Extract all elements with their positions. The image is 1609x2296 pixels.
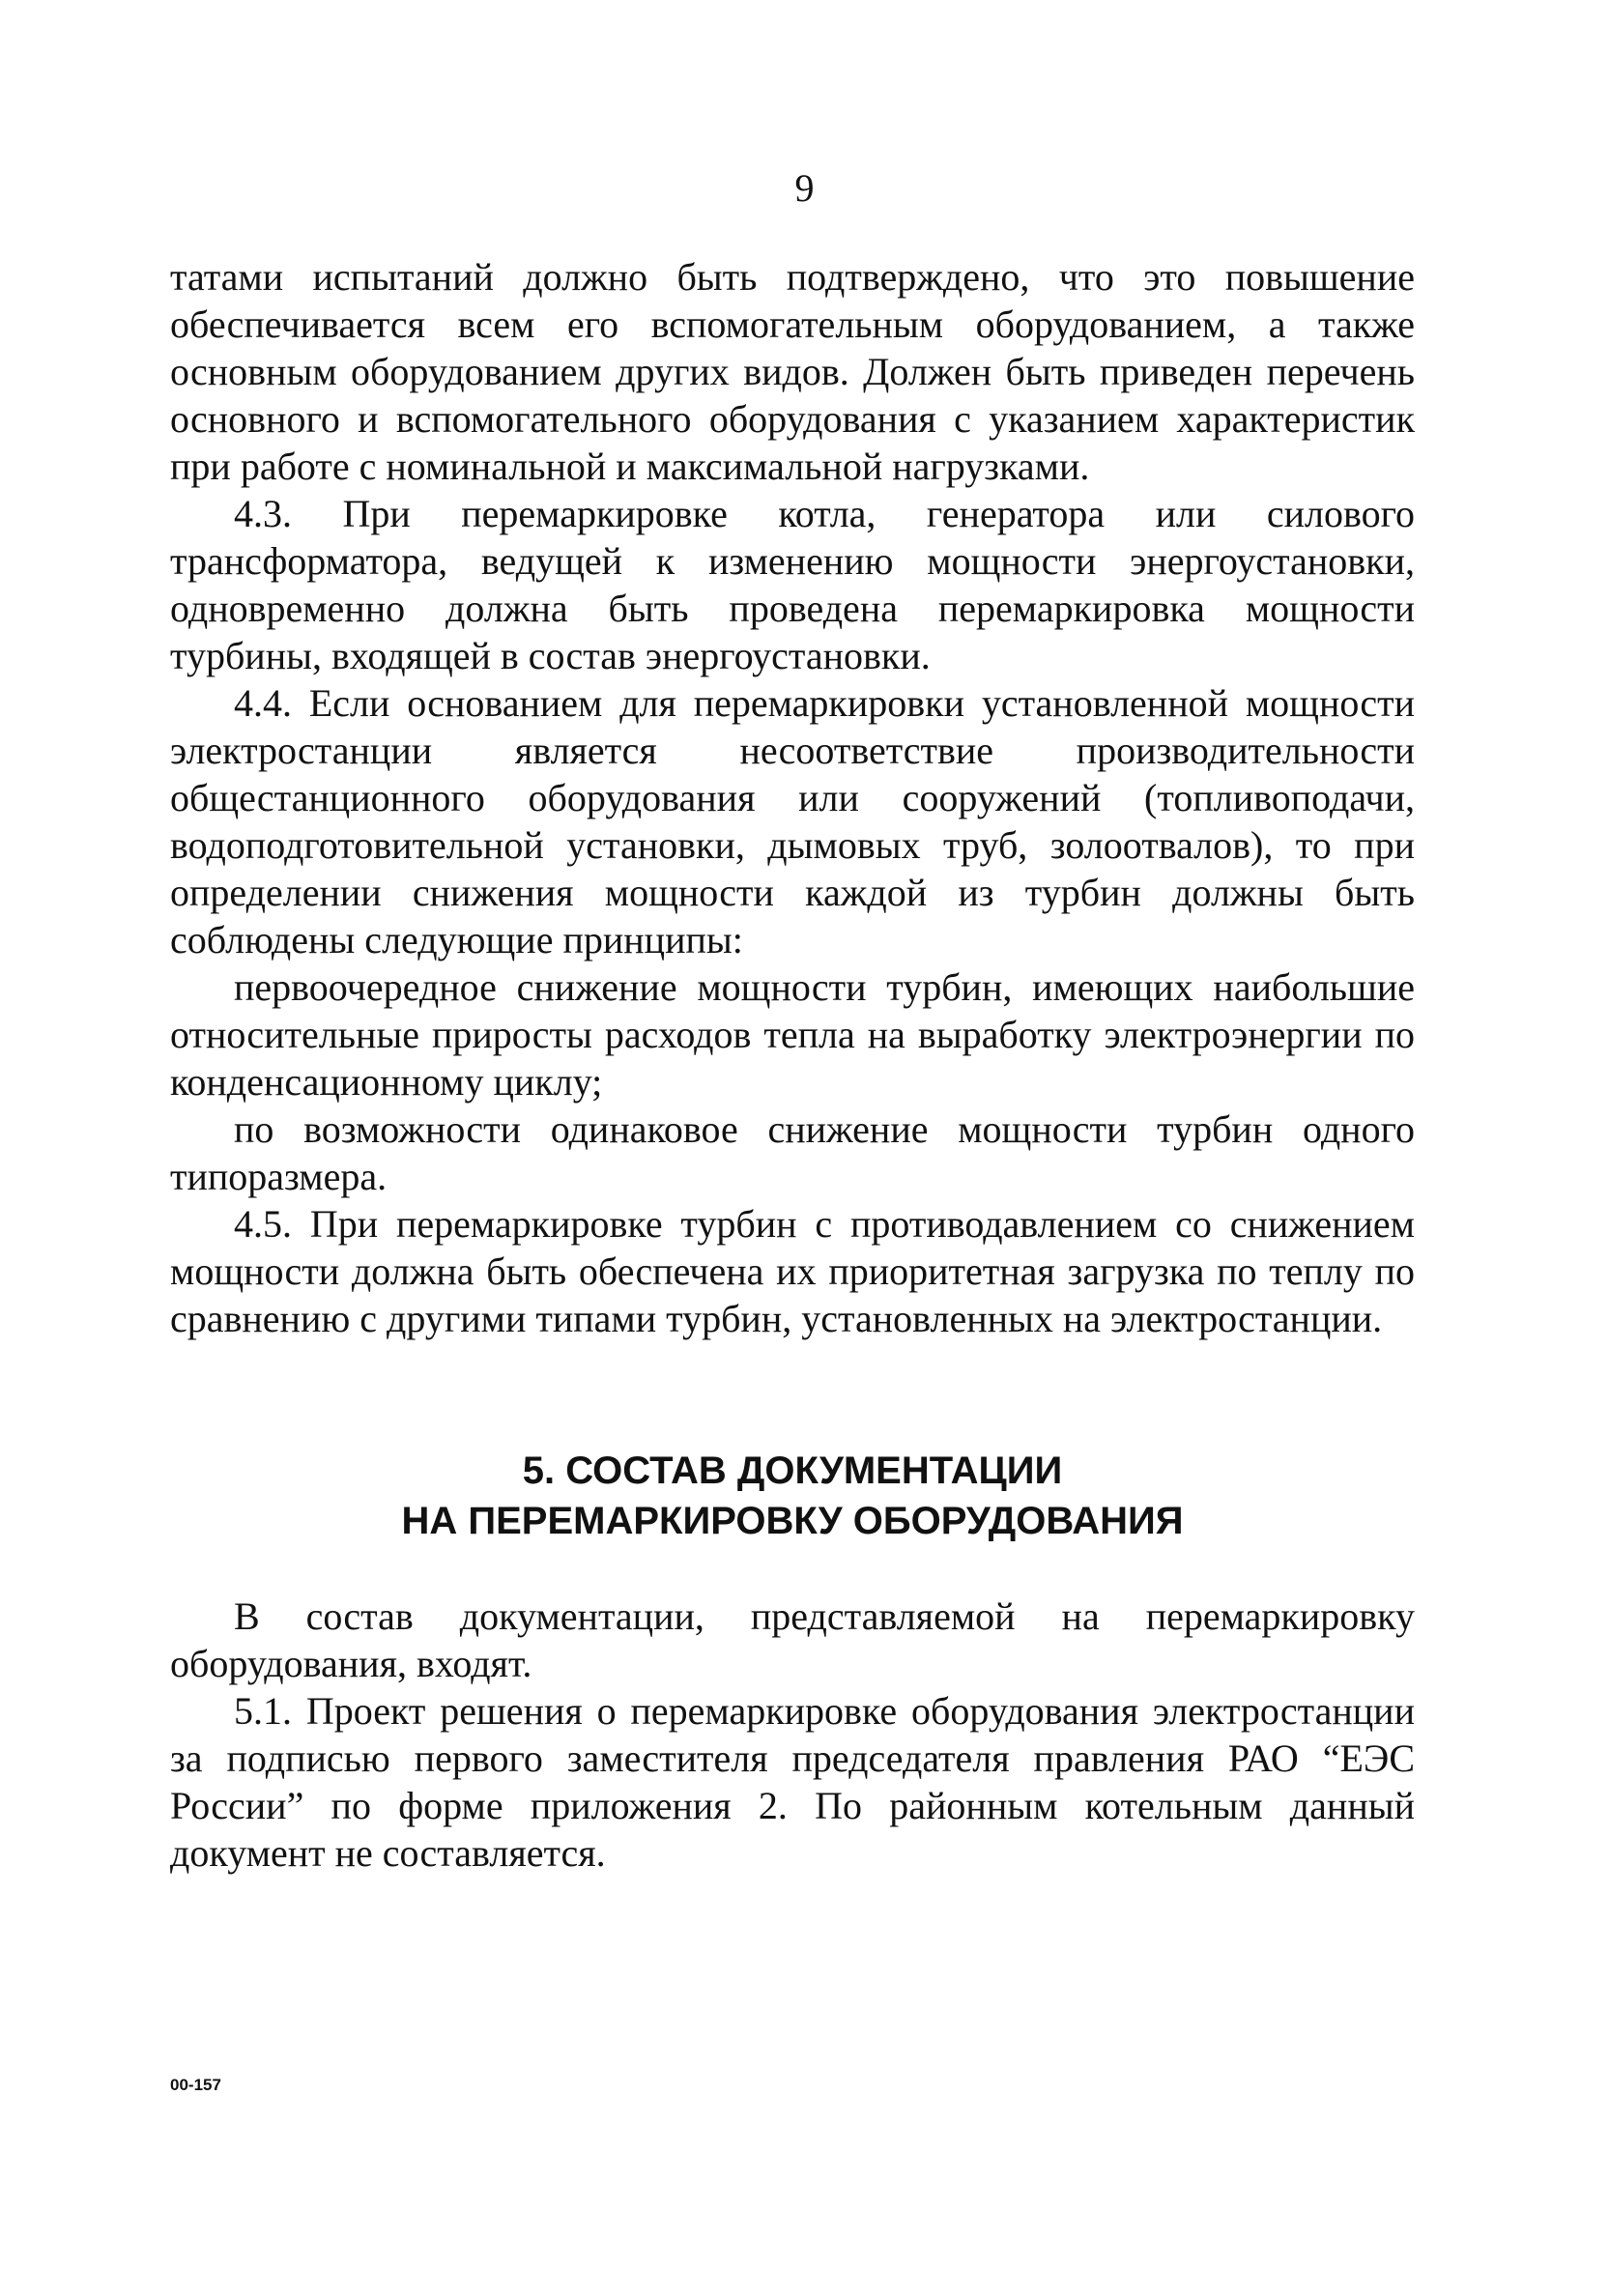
footer-code: 00-157 — [170, 2076, 221, 2094]
list-item-principle-2: по возможности одинаковое снижение мощности турбин одного типоразмера. — [170, 1107, 1415, 1198]
paragraph-5-1: 5.1. Проект решения о перемаркировке оборудования электростанции за подписью первого заместителя председателя правления РАО “ЕЭС России” по форме приложения 2. По районным котельным данный документ не составляется. — [170, 1689, 1415, 1875]
paragraph-4-5: 4.5. При перемаркировке турбин с противодавлением со снижением мощности должна быть обеспечена их приоритетная загрузка по теплу по сравнению с другими типами турбин, установленных на электростанции. — [170, 1202, 1415, 1340]
page-number: 9 — [794, 166, 815, 210]
paragraph-4-4: 4.4. Если основанием для перемаркировки установленной мощности электростанции является несоответствие производительности общестанционного оборудования или сооружений (топливоподачи, водоподготовительной установки, дымовых труб, золоотвалов), то при определении снижения мощности каждой из турбин должны быть соблюдены следующие принципы: — [170, 681, 1415, 961]
document-body — [170, 253, 1415, 1877]
paragraph-intro: В состав документации, представляемой на перемаркировку оборудования, входят. — [170, 1594, 1415, 1685]
list-item-principle-1: первоочередное снижение мощности турбин, имеющих наибольшие относительные приросты расходов тепла на выработку электроэнергии по конденсационному циклу; — [170, 965, 1415, 1104]
section-heading — [170, 1446, 1415, 1546]
section-title-line-2: НА ПЕРЕМАРКИРОВКУ ОБОРУДОВАНИЯ — [401, 1500, 1184, 1542]
section-title-line-1: 5. СОСТАВ ДОКУМЕНТАЦИИ — [522, 1449, 1063, 1492]
paragraph-continuation: татами испытаний должно быть подтверждено, что это повышение обеспечивается всем его вспомогательным оборудованием, а также основным оборудованием других видов. Должен быть приведен перечень основного и вспомогательного оборудования с указанием характеристик при работе с номинальной и максимальной нагрузками. — [170, 255, 1415, 488]
paragraph-4-3: 4.3. При перемаркировке котла, генератора или силового трансформатора, ведущей к изменению мощности энергоустановки, одновременно должна быть проведена перемаркировка мощности турбины, входящей в состав энергоустановки. — [170, 492, 1415, 677]
